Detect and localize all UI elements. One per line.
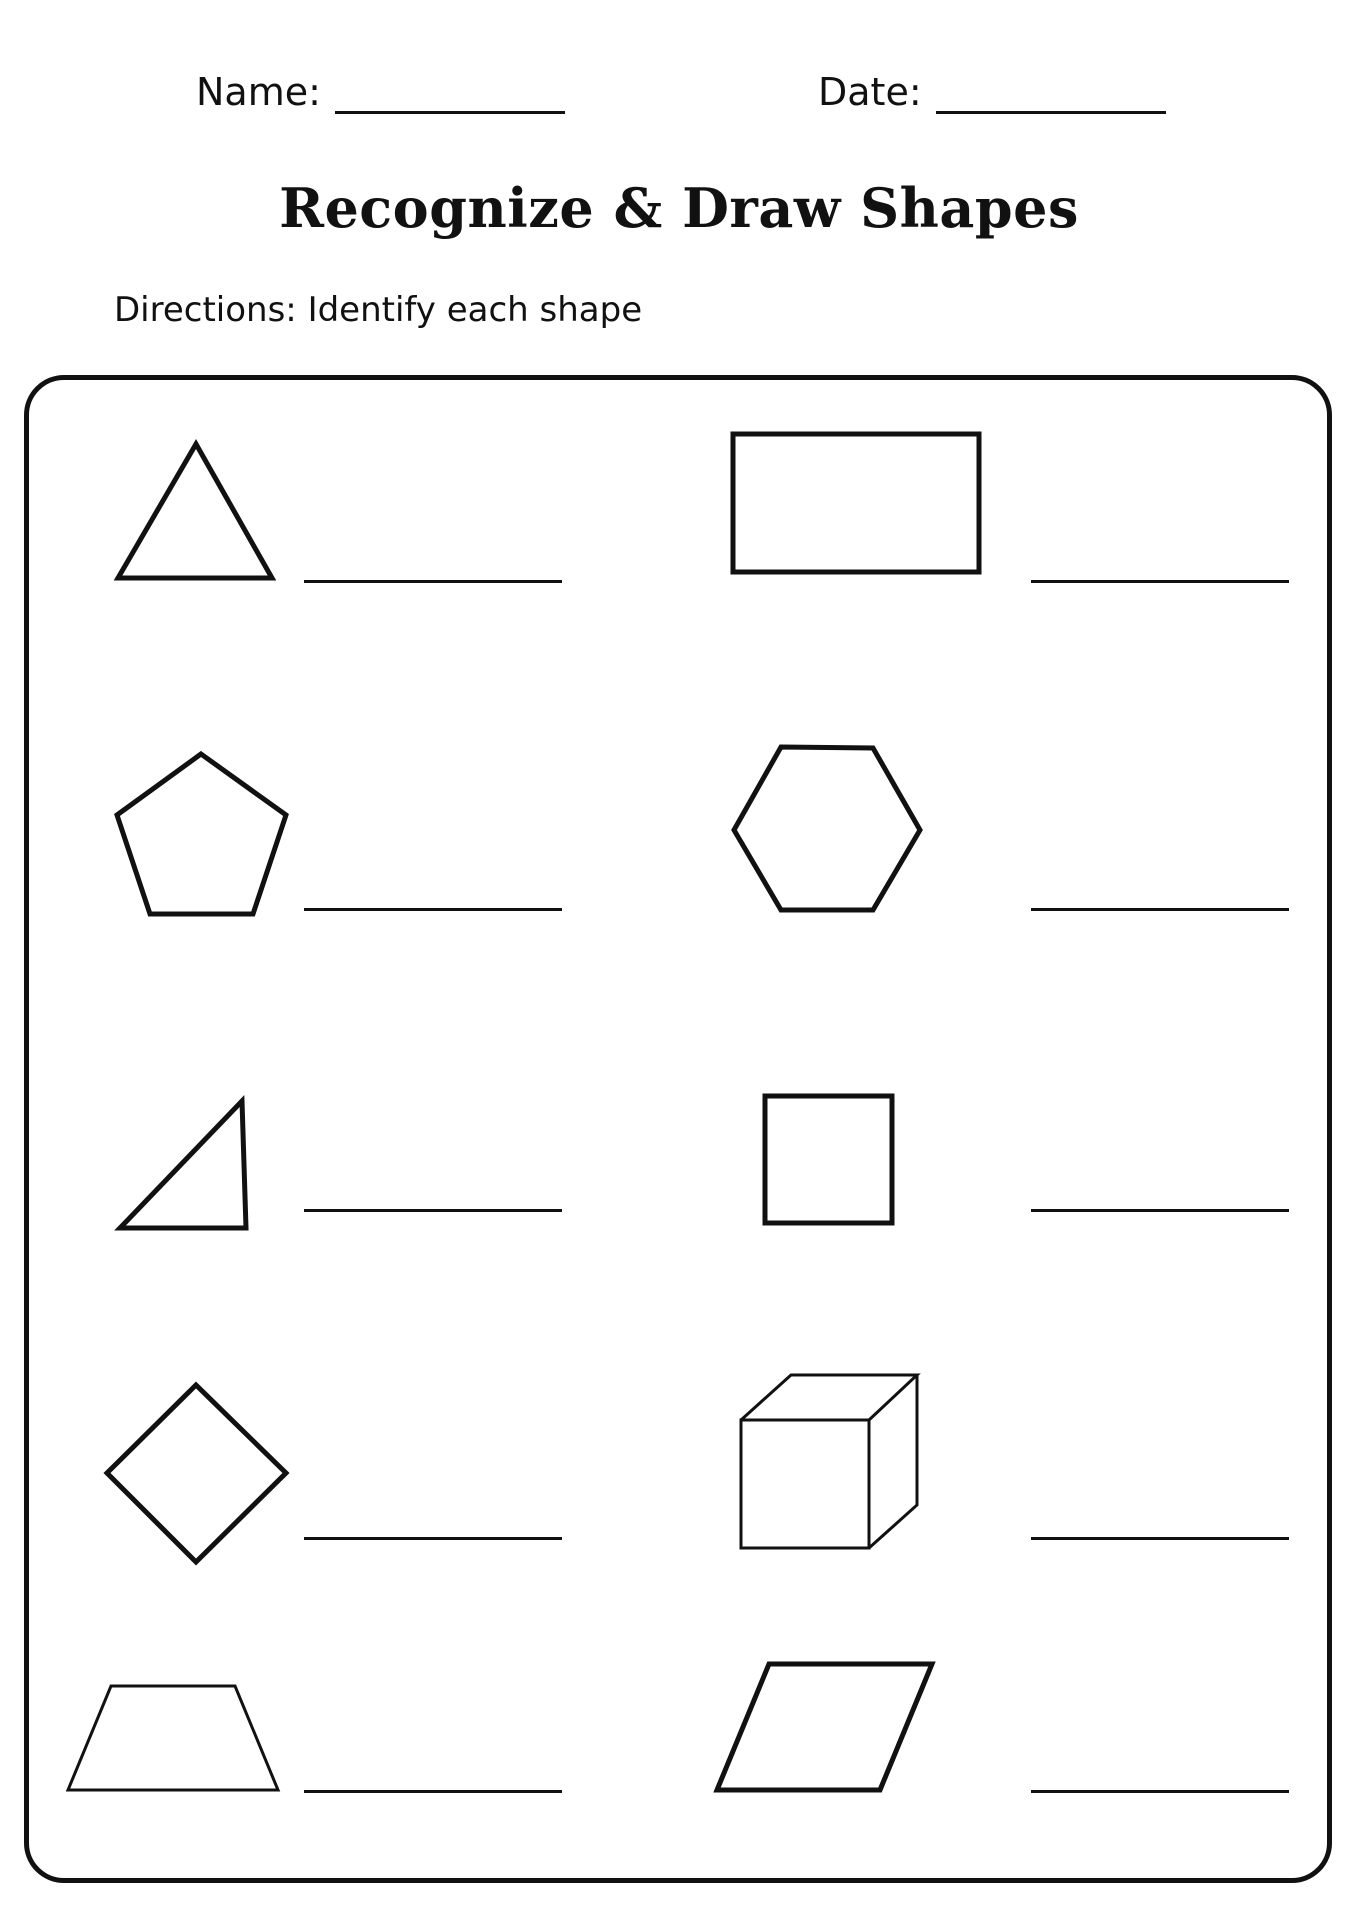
parallelogram-icon: [717, 1664, 932, 1790]
hexagon-icon: [734, 747, 920, 910]
trapezoid-icon: [68, 1686, 278, 1790]
answer-line-cube[interactable]: [1031, 1537, 1289, 1540]
pentagon-icon: [117, 754, 286, 914]
answer-line-rhombus[interactable]: [304, 1537, 562, 1540]
answer-line-parallelogram[interactable]: [1031, 1790, 1289, 1793]
rhombus-icon: [107, 1385, 286, 1562]
triangle-icon: [118, 444, 272, 578]
answer-line-rectangle[interactable]: [1031, 580, 1289, 583]
answer-line-pentagon[interactable]: [304, 908, 562, 911]
name-label: Name:: [196, 70, 321, 114]
right-triangle-icon: [120, 1101, 246, 1228]
rectangle-icon: [733, 434, 979, 572]
worksheet-title: Recognize & Draw Shapes: [279, 176, 1079, 240]
directions-text: Directions: Identify each shape: [114, 290, 643, 330]
answer-line-square[interactable]: [1031, 1209, 1289, 1212]
answer-line-trapezoid[interactable]: [304, 1790, 562, 1793]
date-label: Date:: [818, 70, 922, 114]
cube-icon: [741, 1375, 917, 1548]
answer-line-right-triangle[interactable]: [304, 1209, 562, 1212]
square-icon: [765, 1096, 892, 1223]
answer-line-hexagon[interactable]: [1031, 908, 1289, 911]
answer-line-triangle[interactable]: [304, 580, 562, 583]
